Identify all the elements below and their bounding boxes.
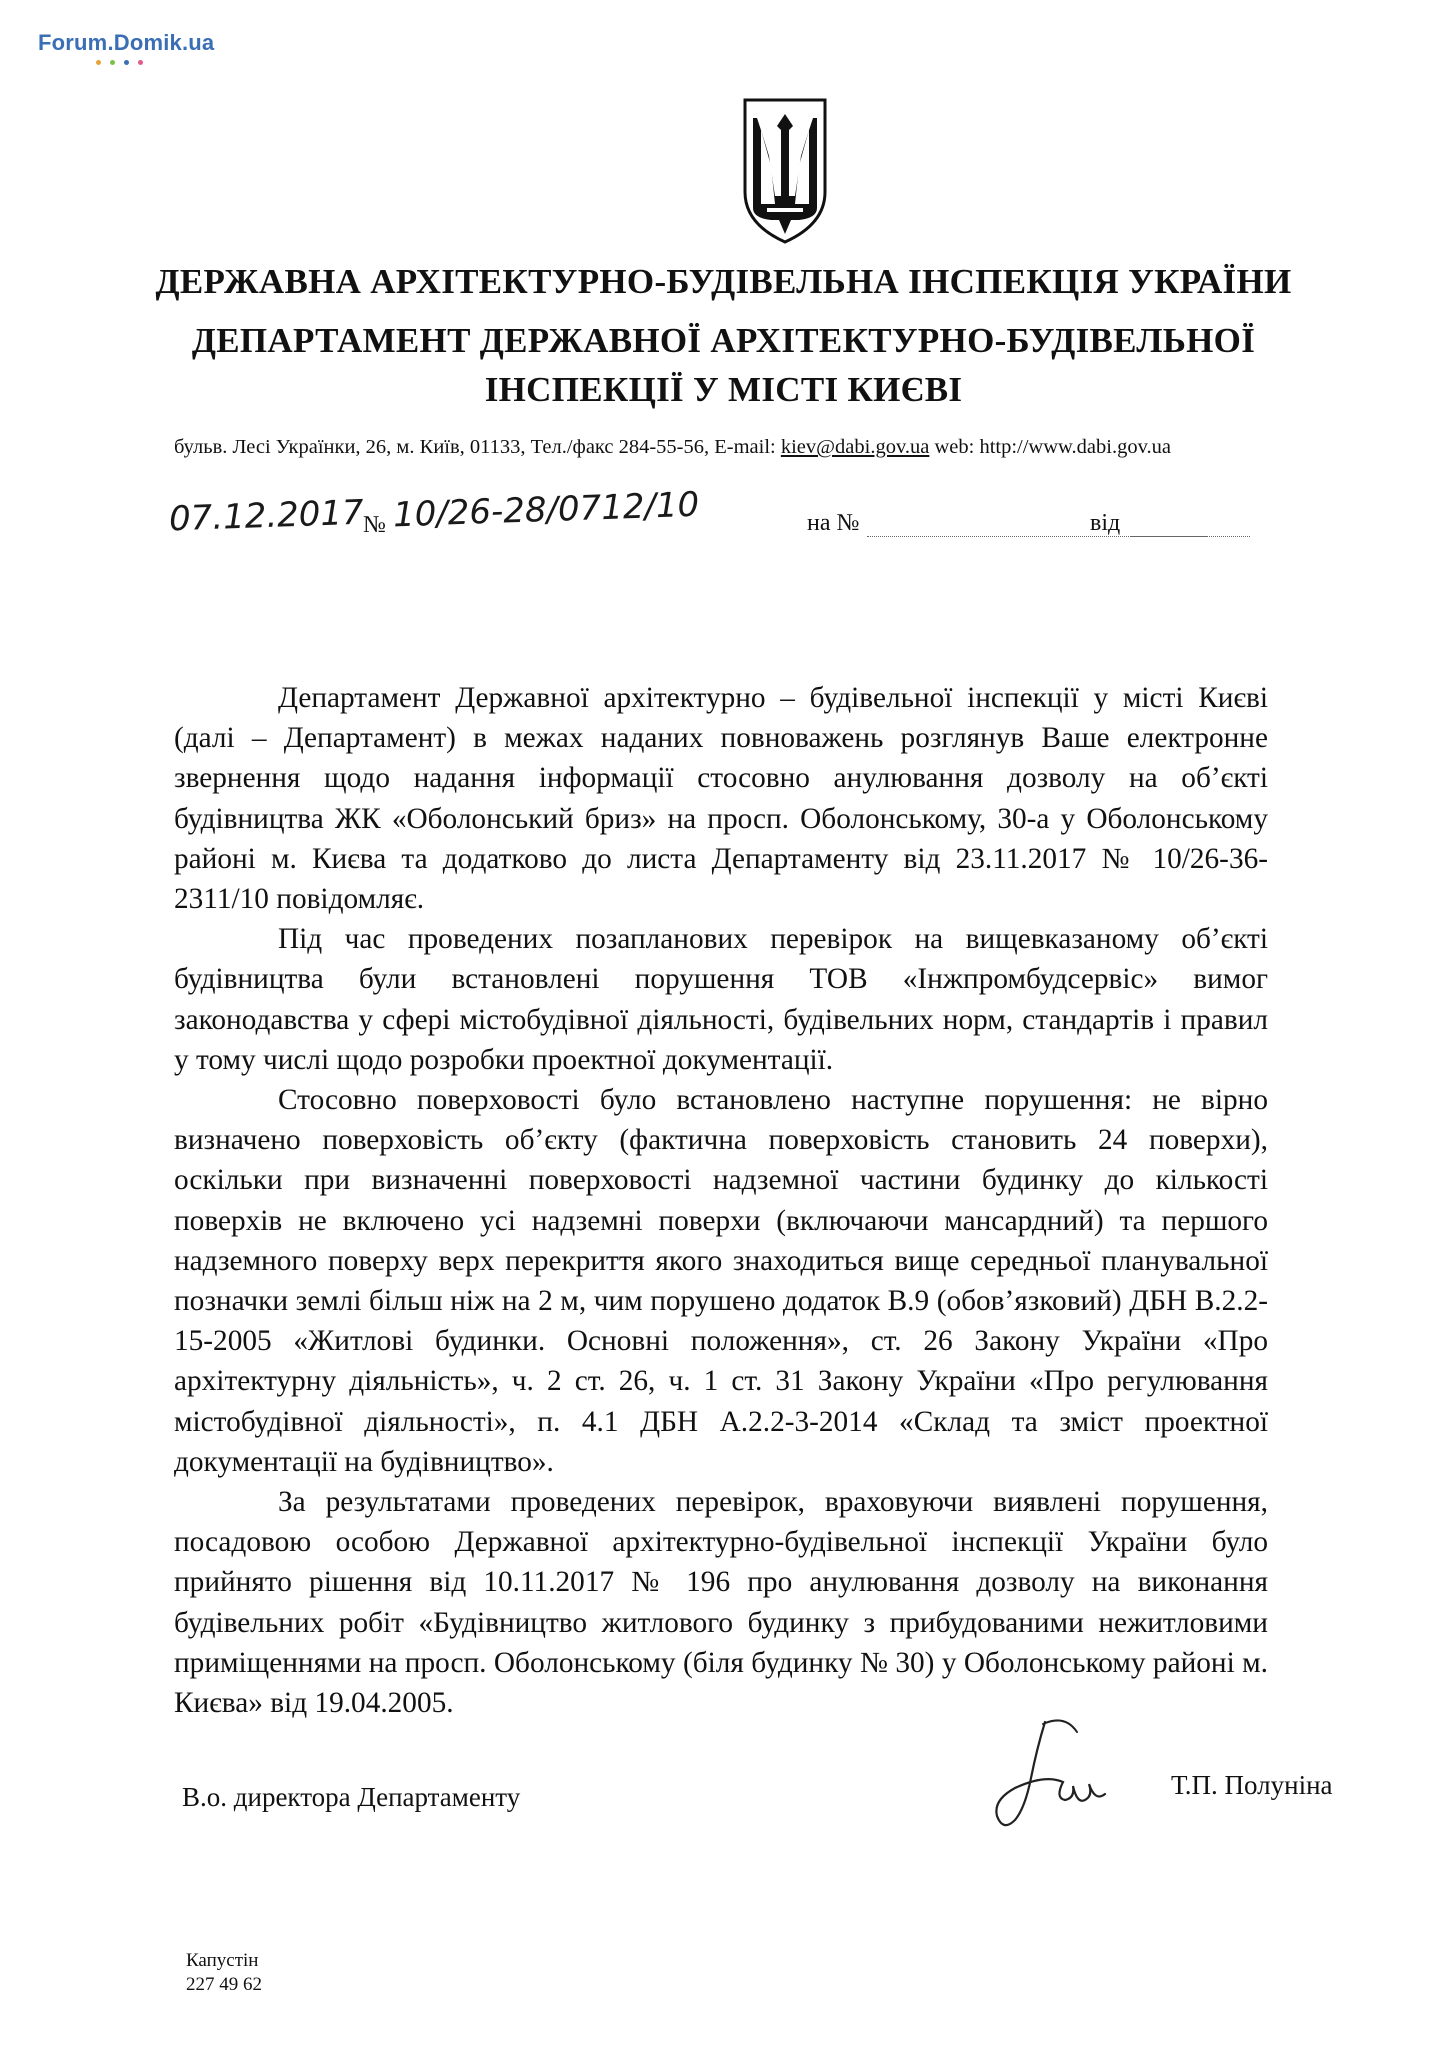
letter-body bbox=[174, 678, 1268, 1723]
paragraph-4: За результатами проведених перевірок, враховуючи виявлені порушення, посадовою особою Державної архітектурно-будівельної інспекції України було прийнято рішення від 10.11.2017 № 196 про анулювання дозволу на виконання будівельних робіт «Будівництво житлового будинку з прибудованими нежитловими приміщеннями на просп. Оболонському (біля будинку № 30) у Оболонському районі м. Києва» від 19.04.2005. bbox=[174, 1486, 1268, 1720]
paragraph-2: Під час проведених позапланових перевірок на вищевказаному об’єкті будівництва були встановлені порушення ТОВ «Інжпромбудсервіс» вимог законодавства у сфері містобудівної діяльності, будівельних норм, стандартів і правил у тому числі щодо розробки проектної документації. bbox=[174, 923, 1268, 1076]
header-department-subtitle: ІНСПЕКЦІЇ У МІСТІ КИЄВІ bbox=[484, 370, 963, 409]
reference-number-label: на № bbox=[807, 510, 860, 536]
registration-line bbox=[165, 484, 1285, 550]
signer-name: Т.П. Полуніна bbox=[1171, 1770, 1333, 1800]
registration-number-label: № bbox=[363, 512, 386, 538]
email-link[interactable]: kiev@dabi.gov.ua bbox=[780, 436, 930, 458]
address-text: бульв. Лесі Українки, 26, м. Київ, 01133, Тел./факс 284-55-56, E-mail: bbox=[174, 436, 781, 458]
paragraph-3: Стосовно поверховості було встановлено наступне порушення: не вірно визначено поверховість об’єкту (фактична поверховість становить 24 поверхи), оскільки при визначенні поверховості надземної частини будинку до кількості поверхів не включено усі надземні поверхи (включаючи мансардний) та першого надземного поверху верх перекриття якого знаходиться вище середньої планувальної позначки землі більш ніж на 2 м, чим порушено додаток В.9 (обов’язковий) ДБН В.2.2-15-2005 «Житлові будинки. Основні положення», ст. 26 Закону України «Про архітектурну діяльність», ч. 2 ст. 26, ч. 1 ст. 31 Закону України «Про регулювання містобудівної діяльності», п. 4.1 ДБН А.2.2-3-2014 «Склад та зміст проектної документації на будівництво». bbox=[174, 1084, 1268, 1478]
header-department-title: ДЕПАРТАМЕНТ ДЕРЖАВНОЇ АРХІТЕКТУРНО-БУДІВЕЛЬНОЇ bbox=[191, 321, 1256, 360]
paragraph-1: Департамент Державної архітектурно – будівельної інспекції у місті Києві (далі – Департамент) в межах наданих повноважень розглянув Ваше електронне звернення щодо надання інформації стосовно анулювання дозволу на об’єкті будівництва ЖК «Оболонський бриз» на просп. Оболонському, 30-а у Оболонському районі м. Києва та додатково до листа Департаменту від 23.11.2017 № 10/26-36-2311/10 повідомляє. bbox=[174, 682, 1268, 916]
executor-name: Капустін bbox=[186, 1950, 259, 1971]
address-line bbox=[174, 436, 1171, 459]
registration-number: 10/26-28/0712/10 bbox=[392, 484, 700, 536]
executor-phone: 227 49 62 bbox=[186, 1974, 262, 1995]
registration-date: 07.12.2017 bbox=[168, 492, 365, 540]
web-address: web: http://www.dabi.gov.ua bbox=[929, 436, 1171, 458]
signer-position: В.о. директора Департаменту bbox=[182, 1782, 521, 1812]
reference-date-field bbox=[1130, 536, 1250, 537]
watermark-logo: Forum.Domik.ua bbox=[38, 30, 215, 55]
header-agency-title: ДЕРЖАВНА АРХІТЕКТУРНО-БУДІВЕЛЬНА ІНСПЕКЦІЯ УКРАЇНИ bbox=[155, 262, 1292, 301]
trident-emblem-icon bbox=[737, 96, 833, 246]
reference-date-label: від bbox=[1090, 510, 1121, 536]
watermark-dots bbox=[96, 60, 143, 65]
handwritten-signature bbox=[985, 1708, 1135, 1838]
